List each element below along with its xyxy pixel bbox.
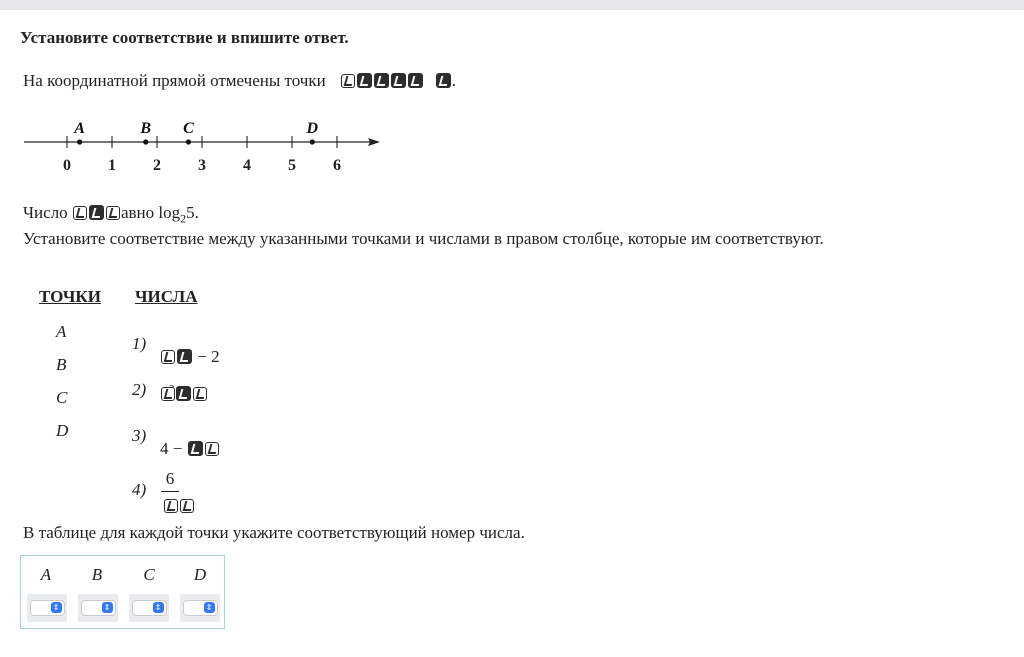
point-marker: [310, 139, 315, 144]
option-expression: [160, 347, 220, 367]
point-label: B: [140, 120, 152, 137]
number-sentence: [23, 203, 199, 226]
formula-glyph-icon: [193, 387, 207, 401]
formula-glyph-icon: [89, 205, 104, 220]
option-prefix: 4 −: [160, 439, 183, 458]
table-instruction: В таблице для каждой точки укажите соответствующий номер числа.: [23, 523, 525, 542]
tick-label: 4: [243, 157, 251, 174]
formula-glyph-icon: [341, 74, 355, 88]
formula-glyph-icon: [180, 499, 194, 513]
point-label: C: [183, 120, 194, 137]
formula-glyph-icon: [177, 349, 192, 364]
formula-glyph-icon: [391, 73, 406, 88]
tick-label: 2: [153, 157, 161, 174]
intro-end: .: [451, 71, 456, 90]
option-number: 4): [132, 480, 147, 499]
answer-table: [20, 555, 225, 629]
point-marker: [77, 139, 82, 144]
number-text-mid: авно: [120, 203, 155, 222]
answer-cell-d: [180, 594, 220, 622]
intro-text: На координатной прямой отмечены точки: [23, 71, 326, 90]
point-label: A: [56, 322, 67, 341]
point-label: A: [74, 120, 85, 137]
answer-header: D: [193, 565, 207, 584]
answer-cell-c: [129, 594, 169, 622]
tick-label: 5: [288, 157, 296, 174]
answer-cell-a: [27, 594, 67, 622]
log-argument: 5.: [186, 203, 199, 222]
formula-glyph-icon: [408, 73, 423, 88]
point-label: D: [306, 120, 319, 137]
point-marker: [143, 139, 148, 144]
formula-glyph-icon: [161, 387, 175, 401]
answer-header: C: [143, 565, 155, 584]
fraction-denominator: [163, 496, 179, 516]
tick-label: 0: [63, 157, 71, 174]
log-base: 2: [180, 211, 187, 226]
point-marker: [186, 139, 191, 144]
number-text-start: Число: [23, 203, 68, 222]
option-number: 1): [132, 334, 147, 353]
answer-header: B: [91, 565, 103, 584]
formula-glyph-icon: [188, 441, 203, 456]
formula-glyph-icon: [205, 442, 219, 456]
top-bar: [0, 0, 1024, 10]
fraction-numerator: 6: [161, 469, 179, 492]
tick-label: 1: [108, 157, 116, 174]
answer-select-c[interactable]: [132, 600, 167, 616]
option-number: 3): [132, 426, 147, 445]
option-expression: [160, 383, 208, 404]
formula-glyph-icon: [164, 499, 178, 513]
answer-cell-b: [78, 594, 118, 622]
select-arrow-icon: ⇕: [153, 602, 164, 613]
formula-glyph-icon: [106, 206, 120, 220]
formula-glyph-icon: [73, 206, 87, 220]
point-label: D: [56, 421, 69, 440]
tick-label: 3: [198, 157, 206, 174]
answer-select-b[interactable]: [81, 600, 116, 616]
numbers-column-header: ЧИСЛА: [135, 287, 198, 306]
points-column-header: ТОЧКИ: [39, 287, 101, 306]
select-arrow-icon: ⇕: [204, 602, 215, 613]
answer-header: A: [40, 565, 52, 584]
number-line: [20, 112, 390, 176]
select-arrow-icon: ⇕: [102, 602, 113, 613]
log-symbol: log: [158, 203, 181, 222]
formula-glyph-icon: [357, 73, 372, 88]
option-number: 2): [132, 380, 147, 399]
option-fraction: [161, 469, 179, 516]
formula-glyph-icon: [161, 350, 175, 364]
formula-glyph-icon: [436, 73, 451, 88]
formula-glyph-icon: [176, 386, 191, 401]
tick-label: 6: [333, 157, 341, 174]
answer-select-a[interactable]: [30, 600, 65, 616]
formula-glyph-icon: [374, 73, 389, 88]
point-label: B: [56, 355, 67, 374]
instruction: Установите соответствие между указанными точками и числами в правом столбце, которые им соответствуют.: [23, 229, 824, 248]
task-title: Установите соответствие и впишите ответ.: [20, 28, 349, 47]
answer-select-d[interactable]: [183, 600, 218, 616]
select-arrow-icon: ⇕: [51, 602, 62, 613]
task-intro: [23, 71, 456, 91]
point-label: C: [56, 388, 68, 407]
option-suffix: − 2: [197, 347, 220, 366]
option-expression: [160, 439, 220, 459]
